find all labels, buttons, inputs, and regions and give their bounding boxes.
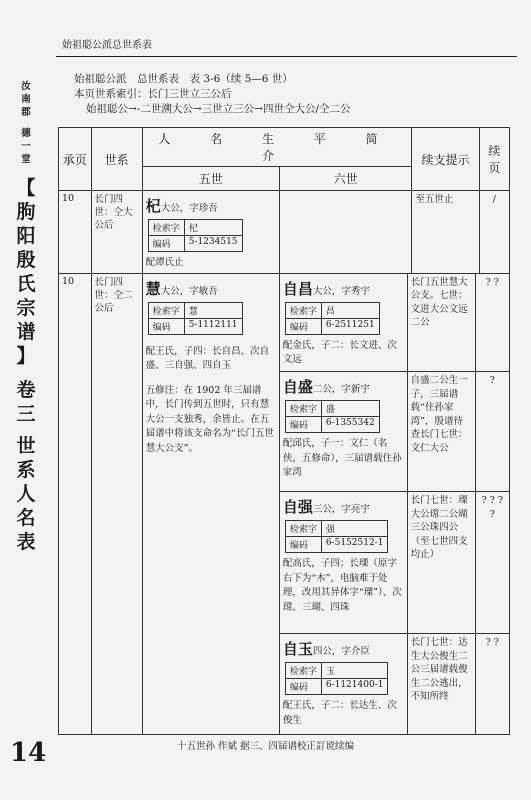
index-box: 检索字 强 编码 6-5152512-1 [285,520,389,553]
genealogy-table [58,127,510,735]
continuation-note: 长门七世：达生大公俊生二公三届谱载俊生二公逃出，不知所终 [407,634,475,734]
row-lineage: 长门四世：仝大公后 [91,191,142,274]
continuation-note: 至五世止 [412,191,479,274]
gen6-cell [280,274,407,372]
person-desc: 配王氏，子二：长达生、次俊生 [282,700,397,726]
person-name: 自盛二公，字新宇 [282,378,370,396]
row-page: 10 [59,191,92,274]
revision-note: 五修注：在 1902 年三届谱中，长门传到五世时，只有慧大公一支独秀，余皆止。在五届谱中将该支命名为“长门五世慧大公支”。 [145,384,275,454]
spine-title: 【 朐 阳 殷 氏 宗 谱 】 [16,177,36,367]
person-desc: 配金氏，子二：长文进、次文远 [282,339,397,365]
gen6-cell [280,634,407,734]
header-rule [56,56,517,57]
person-desc: 配高氏，子四；长瑮（原字右下为“木”，电脑难于处理，改用其异体字“瑮”）、次瑺、三瑚、四珠 [282,558,402,613]
table-row [59,191,510,274]
table-row [59,273,510,734]
side-spine [4,80,48,554]
person-spouse: 配王氏，子四：长自昌、次自盛、三自强、四自玉 [145,345,270,371]
continuation-note: 长门五世慧大公支。七世：文进大公文远二公 [407,274,475,372]
row-page: 10 [59,273,92,734]
index-box: 检索字 盛 编码 6-1355342 [285,400,380,433]
next-page: ? ? [475,274,509,372]
spine-volume: 卷 三 世 系 人 名 表 [16,379,36,553]
continuation-note: 长门七世：瑮大公瑺二公瑚三公珠四公（至七世四支均止） [407,492,475,634]
col-header-line: 世系 [91,128,142,191]
person-name: 慧大公，字敏吾 [145,279,218,298]
next-page: ? [475,372,509,492]
col-header-gen6: 六世 [279,167,412,191]
gen6-cell [280,492,407,634]
running-header: 始祖聪公派总世系表 [62,40,152,51]
child-row [280,492,509,634]
gen6-cell [279,191,412,274]
page-number: 14 [10,738,47,768]
intro-lineage: 始祖聪公→-二世溯大公→三世立三公→四世仝大公/仝二公 [86,103,351,115]
next-page: / [479,191,509,274]
index-box: 检索字 昌 编码 6-2511251 [285,302,380,335]
intro-title: 始祖聪公派 总世系表 表 3-6（续 5—6 世） [74,73,293,85]
intro-index: 本页世系索引：长门三世立三公后 [74,88,232,100]
child-row [280,274,509,372]
index-box: 检索字 杞 编码 5-1234515 [148,219,243,252]
person-name: 自强三公，字亮宇 [282,498,370,516]
next-page: ? ? [475,634,509,734]
person-desc: 配邱氏，子一：文仁（名侠，五修命），三届谱载住孙家湾 [282,438,402,478]
child-row [280,372,509,492]
person-note: 配谭氏止 [145,257,184,268]
spine-subtitle: 汝 南 郡 德 一 堂 [21,81,31,165]
col-header-order: 承页 [59,128,92,191]
col-header-gen5: 五世 [142,167,279,191]
row-lineage: 长门四世：仝二公后 [91,273,142,734]
person-name: 杞大公，字珍吾 [145,197,218,215]
col-header-next-page: 续页 [479,128,509,191]
index-box: 检索字 慧 编码 5-1112111 [148,302,243,335]
gen5-cell [142,273,279,734]
table-intro [74,72,350,117]
gen6-cell [280,372,407,492]
index-box: 检索字 玉 编码 6-1121400-1 [285,662,389,695]
col-header-profile: 人 名 生 平 简 介 [142,128,412,167]
next-page: ? ? ? ? [475,492,509,634]
child-row [280,634,509,734]
person-name: 自玉四公，字介臣 [282,640,370,658]
continuation-note: 自盛二公生一子，三届谱载“住孙家湾”，殷谱待查长门七世：文仁大公 [407,372,475,492]
gen6-group [279,273,509,734]
col-header-continuation: 续支提示 [412,128,479,191]
gen5-cell [142,191,279,274]
page-footer: 十五世孙 作斌 据三、四届谱校正訂谠续编 [176,741,355,752]
person-name: 自昌大公，字秀宇 [282,279,370,298]
